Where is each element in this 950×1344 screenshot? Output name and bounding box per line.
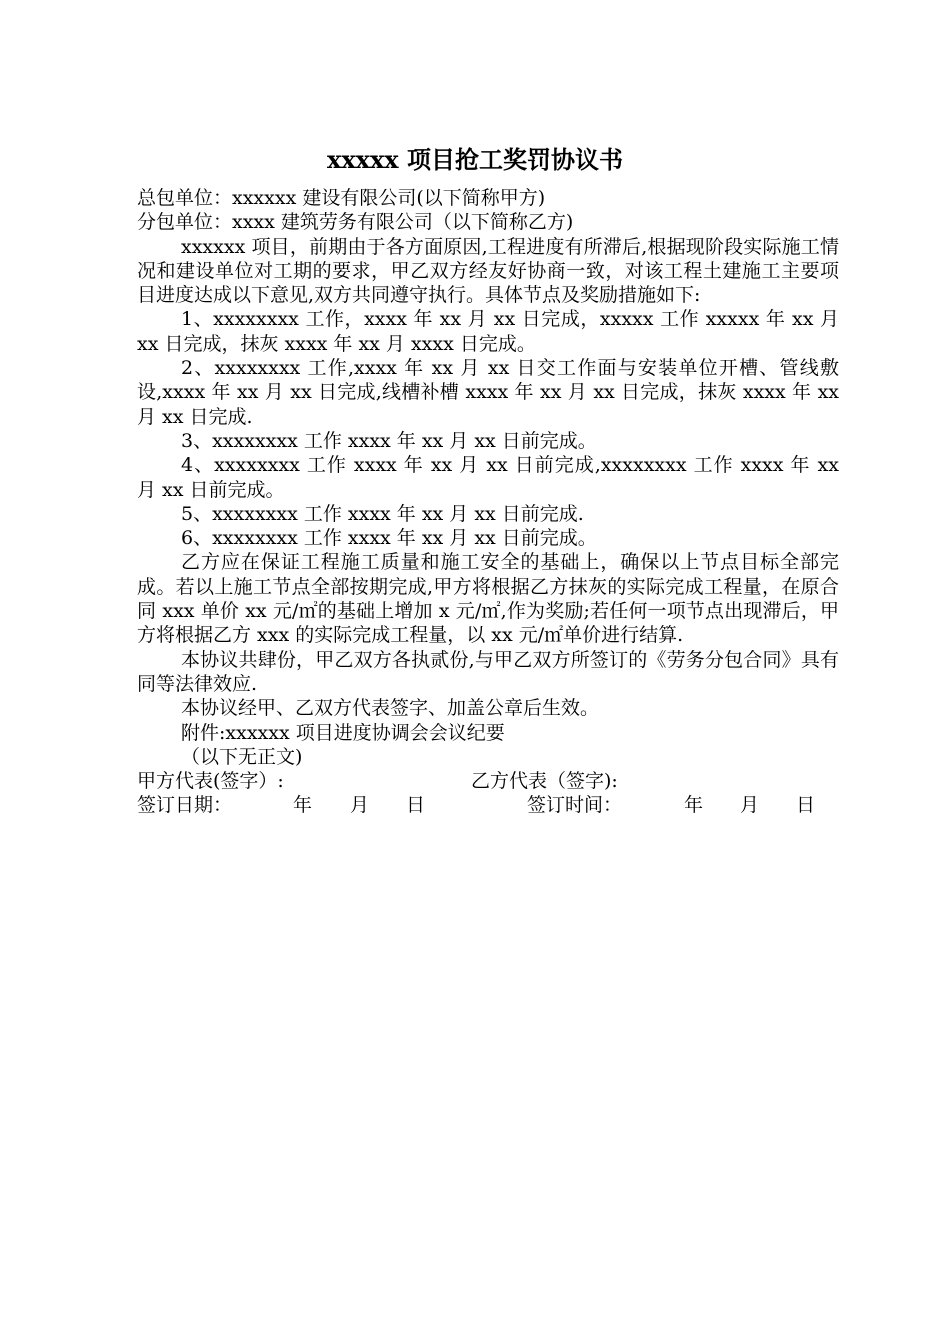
party-a-rep-label: 甲方代表(签字）:: [137, 770, 284, 793]
effective-clause: 本协议经甲、乙双方代表签字、加盖公章后生效。: [181, 697, 600, 720]
copies-clause: 本协议共肆份，甲乙双方各执贰份,与甲乙双方所签订的《劳务分包合同》具有同等法律效应.: [137, 648, 839, 695]
milestone-item-1: 1、xxxxxxxx 工作，xxxx 年 xx 月 xx 日完成，xxxxx 工作 xxxxx 年 xx 月 xx 日完成，抹灰 xxxx 年 xx 月 xxxx 日完成。: [137, 308, 839, 355]
date-b-day: 日: [796, 794, 816, 817]
date-a-month: 月: [350, 794, 370, 817]
date-row: [137, 793, 839, 817]
subcontractor-line: 分包单位：xxxx 建筑劳务有限公司（以下简称乙方): [137, 211, 574, 234]
no-more-text-line: （以下无正文): [181, 745, 303, 768]
party-b-rep-label: 乙方代表（签字):: [471, 770, 618, 793]
date-b-month: 月: [740, 794, 760, 817]
contractor-line: 总包单位：xxxxxx 建设有限公司(以下简称甲方): [137, 187, 546, 209]
reward-clause: 乙方应在保证工程施工质量和施工安全的基础上，确保以上节点目标全部完成。若以上施工节点全部按期完成,甲方将根据乙方抹灰的实际完成工程量，在原合同 xxx 单价 xx 元/㎡的基础上增加 x 元/㎡,作为奖励;若任何一项节点出现滞后，甲方将根据乙方 xxx 的实际完成工程量，以 xx 元/㎡单价进行结算.: [137, 551, 839, 647]
attachment-line: 附件:xxxxxx 项目进度协调会会议纪要: [181, 721, 505, 744]
document-body: [137, 186, 839, 818]
milestone-item-6: 6、xxxxxxxx 工作 xxxx 年 xx 月 xx 日前完成。: [181, 527, 597, 550]
intro-paragraph: xxxxxx 项目，前期由于各方面原因,工程进度有所滞后,根据现阶段实际施工情况和建设单位对工期的要求，甲乙双方经友好协商一致，对该工程土建施工主要项目进度达成以下意见,双方共同遵守执行。具体节点及奖励措施如下:: [137, 235, 839, 307]
date-b-year: 年: [684, 794, 704, 817]
date-a-day: 日: [406, 794, 426, 817]
date-a-year: 年: [293, 794, 313, 817]
date-label-a: 签订日期：: [137, 794, 233, 817]
document-title: xxxxx 项目抢工奖罚协议书: [327, 145, 623, 174]
milestone-item-5: 5、xxxxxxxx 工作 xxxx 年 xx 月 xx 日前完成.: [181, 502, 584, 525]
milestone-item-4: 4、xxxxxxxx 工作 xxxx 年 xx 月 xx 日前完成,xxxxxxxx 工作 xxxx 年 xx 月 xx 日前完成。: [137, 454, 839, 501]
date-label-b: 签订时间：: [527, 794, 623, 817]
milestone-item-2: 2、xxxxxxxx 工作,xxxx 年 xx 月 xx 日交工作面与安装单位开槽、管线敷设,xxxx 年 xx 月 xx 日完成,线槽补槽 xxxx 年 xx 月 xx 日完成，抹灰 xxxx 年 xx 月 xx 日完成.: [137, 357, 839, 428]
milestone-item-3: 3、xxxxxxxx 工作 xxxx 年 xx 月 xx 日前完成。: [181, 429, 597, 452]
signature-row: [137, 769, 839, 793]
